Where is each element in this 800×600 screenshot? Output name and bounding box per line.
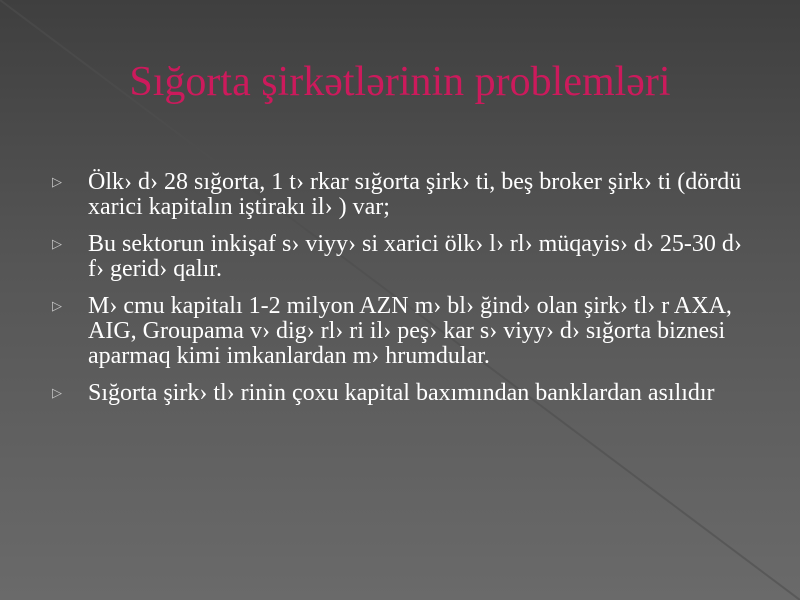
hollow-triangle-bullet-icon: ▷ (52, 237, 62, 252)
bullet-item (52, 232, 742, 282)
hollow-triangle-bullet-icon: ▷ (52, 299, 62, 314)
hollow-triangle-bullet-icon: ▷ (52, 386, 62, 401)
slide-title: Sığorta şirkətlərinin problemləri (129, 59, 671, 105)
bullet-text: Sığorta şirk› tl› rinin çoxu kapital baxımından banklardan asılıdır (88, 380, 715, 406)
bullet-item (52, 294, 742, 369)
bullet-list (52, 170, 742, 418)
bullet-text: Ölk› d› 28 sığorta, 1 t› rkar sığorta şirk› ti, beş broker şirk› ti (dördü xarici kapitalın iştirakı il› ) var; (88, 169, 742, 220)
bullet-item (52, 170, 742, 220)
bullet-text: Bu sektorun inkişaf s› viyy› si xarici ölk› l› rl› müqayis› d› 25-30 d› f› gerid› qalır. (88, 231, 742, 282)
bullet-item (52, 381, 742, 406)
hollow-triangle-bullet-icon: ▷ (52, 175, 62, 190)
bullet-text: M› cmu kapitalı 1-2 milyon AZN m› bl› ğind› olan şirk› tl› r AXA, AIG, Groupama v› dig› rl› ri il› peş› kar s› viyy› d› sığorta biznesi aparmaq kimi imkanlardan m› hrumdular. (88, 293, 732, 369)
